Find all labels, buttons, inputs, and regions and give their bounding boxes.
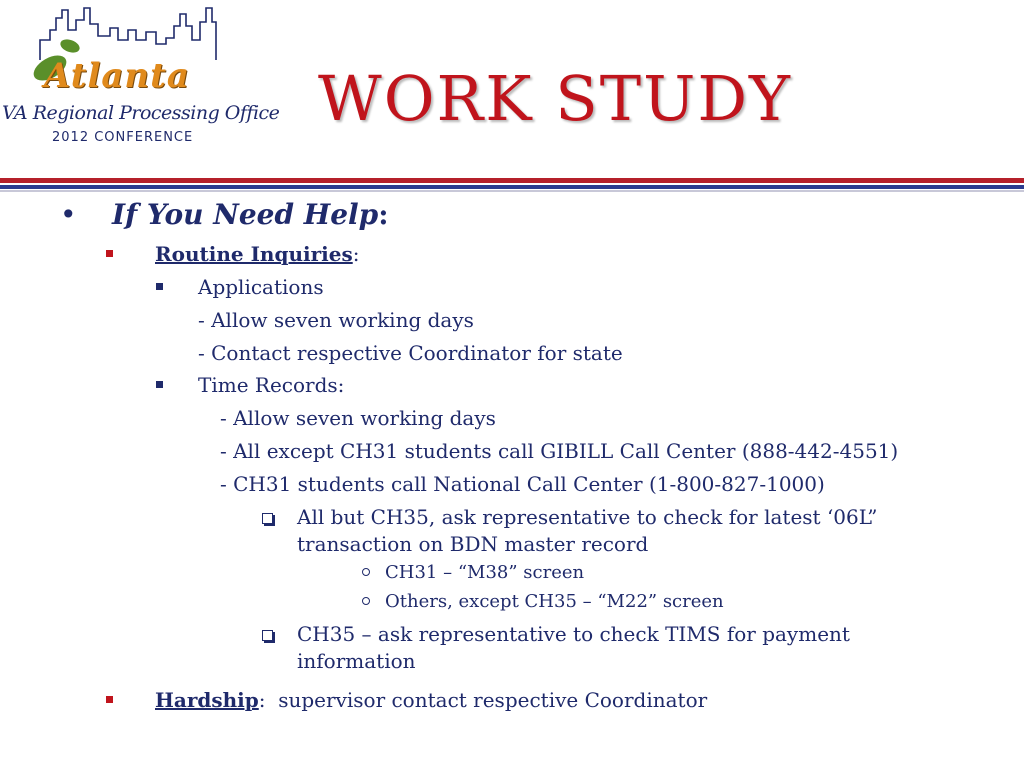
checkbox-bullet-icon [262,513,273,524]
help-heading [112,198,389,232]
hardship-item [155,687,707,713]
applications-line: - Allow seven working days [198,308,474,332]
time-records-line: - CH31 students call National Call Center (1-800-827-1000) [220,472,825,496]
logo-wordmark: Atlanta [44,56,190,96]
checkbox-bullet-icon [262,630,273,641]
others-screen-item: Others, except CH35 – “M22” screen [385,591,724,612]
square-bullet-icon [106,250,113,257]
divider-red [0,178,1024,183]
circle-bullet-icon [362,568,370,576]
help-heading-colon: : [378,198,389,231]
square-bullet-icon [156,381,163,388]
ch35-item-cont: information [297,649,416,673]
time-records-line: - All except CH31 students call GIBILL Call Center (888-442-4551) [220,439,899,463]
bullet-dot-icon: • [60,198,77,231]
circle-bullet-icon [362,597,370,605]
logo-conference: 2012 CONFERENCE [52,130,194,145]
divider-navy [0,185,1024,189]
all-but-ch35-item: All but CH35, ask representative to check for latest ‘06L” [297,505,878,529]
routine-inquiries-colon: : [352,242,360,266]
slide-title: WORK STUDY [318,62,792,135]
help-heading-text: If You Need Help [112,198,379,231]
hardship-text: : supervisor contact respective Coordinator [258,688,708,712]
divider-gray [0,190,1024,192]
time-records-line: - Allow seven working days [220,406,496,430]
hardship-label: Hardship [155,688,259,712]
ch35-item: CH35 – ask representative to check TIMS for payment [297,622,850,646]
square-bullet-icon [156,283,163,290]
routine-inquiries-label: Routine Inquiries [155,242,353,266]
ch31-screen-item: CH31 – “M38” screen [385,562,585,583]
square-bullet-icon [106,696,113,703]
logo-subtitle: VA Regional Processing Office [2,102,280,124]
conference-logo [0,0,280,155]
applications-item: Applications [198,275,324,299]
all-but-ch35-item-cont: transaction on BDN master record [297,532,649,556]
routine-inquiries-item [155,241,359,267]
time-records-item: Time Records: [198,373,345,397]
applications-line: - Contact respective Coordinator for state [198,341,623,365]
